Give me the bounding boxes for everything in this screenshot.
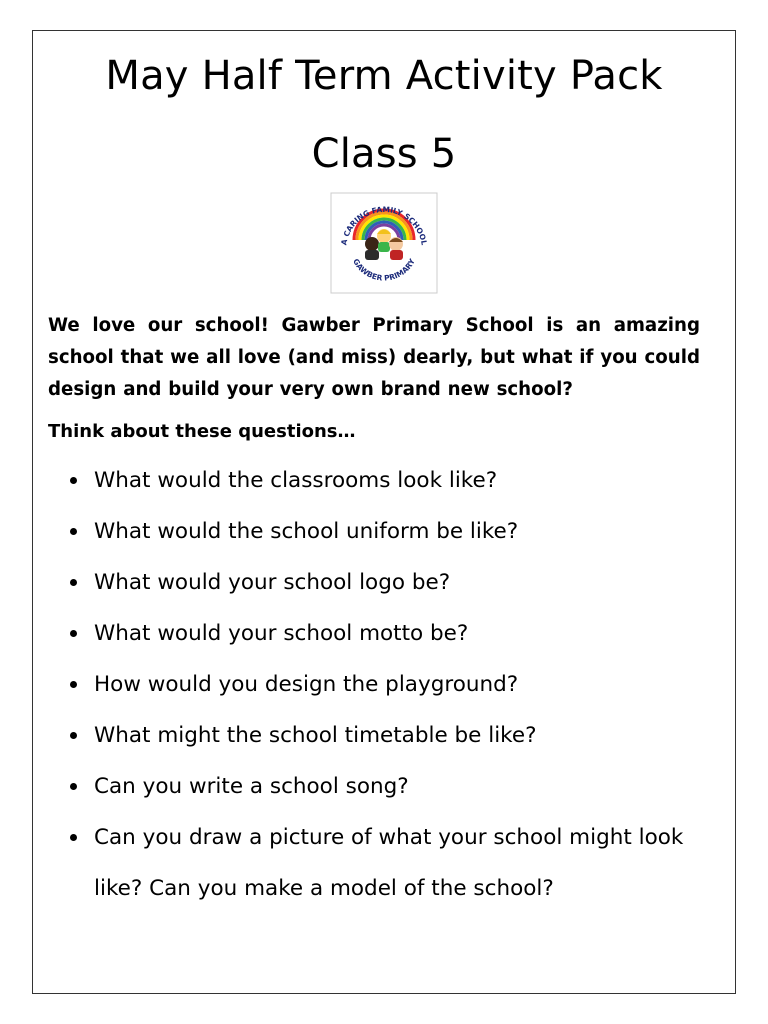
bullet-icon [70, 630, 77, 637]
bullet-icon [70, 528, 77, 535]
question-text: What would the school uniform be like? [94, 519, 519, 544]
bullet-icon [70, 681, 77, 688]
page-title: May Half Term Activity Pack [105, 53, 663, 99]
question-item [68, 812, 708, 914]
intro-paragraph: We love our school! Gawber Primary School is an amazing school that we all love (and miss) dearly, but what if you could design and build your very own brand new school? [48, 315, 700, 400]
question-item [68, 761, 708, 812]
school-logo [330, 192, 438, 294]
question-item [68, 506, 708, 557]
school-logo-image [330, 192, 438, 294]
question-item [68, 659, 708, 710]
bullet-icon [70, 834, 77, 841]
bullet-icon [70, 477, 77, 484]
logo-text-bottom: GAWBER PRIMARY [351, 257, 417, 283]
questions-prompt: Think about these questions… [48, 421, 356, 442]
question-text: What would your school logo be? [94, 570, 451, 595]
question-text: Can you draw a picture of what your school might look like? Can you make a model of the school? [94, 825, 684, 901]
question-text: How would you design the playground? [94, 672, 519, 697]
question-item [68, 710, 708, 761]
bullet-icon [70, 783, 77, 790]
question-item [68, 455, 708, 506]
question-item [68, 557, 708, 608]
question-text: What would the classrooms look like? [94, 468, 498, 493]
question-list [68, 455, 708, 914]
class-title: Class 5 [311, 131, 457, 177]
question-text: Can you write a school song? [94, 774, 409, 799]
question-text: What might the school timetable be like? [94, 723, 537, 748]
bullet-icon [70, 732, 77, 739]
question-text: What would your school motto be? [94, 621, 469, 646]
question-item [68, 608, 708, 659]
bullet-icon [70, 579, 77, 586]
logo-text-top: A CARING FAMILY SCHOOL [339, 204, 429, 246]
